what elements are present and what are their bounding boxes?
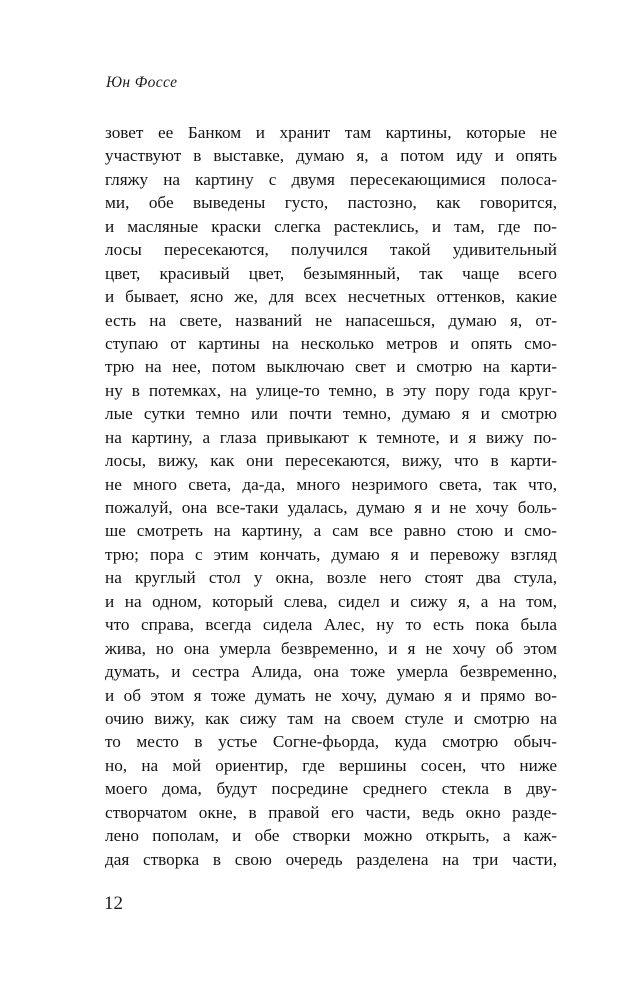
text-line: не много света, да-да, много незримого света, так что, [105,474,557,494]
author-header: Юн Фоссе [106,74,178,91]
text-line: ну в потемках, на улице-то темно, в эту пору года круг- [105,380,557,400]
text-line: и бывает, ясно же, для всех несчетных оттенков, какие [105,287,557,307]
text-line: створчатом окне, в правой его части, ведь окно разде- [105,802,557,822]
text-line: жива, но она умерла безвременно, и я не хочу об этом [105,638,557,658]
text-line: и на одном, который слева, сидел и сижу я, а на том, [105,591,557,611]
text-line: моего дома, будут посредине среднего стекла в дву- [105,779,557,799]
text-line: дая створка в свою очередь разделена на три части, [105,849,557,869]
text-line: ми, обе выведены густо, пастозно, как говорится, [105,193,557,213]
text-line: цвет, красивый цвет, безымянный, так чаще всего [105,263,557,283]
text-line: ступаю от картины на несколько метров и опять смо- [105,333,557,353]
text-line: трю на нее, потом выключаю свет и смотрю на карти- [105,357,557,377]
text-line: очию вижу, как сижу там на своем стуле и смотрю на [105,708,557,728]
text-line: и об этом я тоже думать не хочу, думаю я и прямо во- [105,685,557,705]
text-line: гляжу на картину с двумя пересекающимися полоса- [105,169,557,189]
text-line: и масляные краски слегка растеклись, и там, где по- [105,216,557,236]
text-line: участвуют в выставке, думаю я, а потом иду и опять [105,146,557,166]
text-line: ше смотреть на картину, а сам все равно стою и смо- [105,521,557,541]
text-line: лые сутки темно или почти темно, думаю я и смотрю [105,404,557,424]
text-line: трю; пора с этим кончать, думаю я и перевожу взгляд [105,544,557,564]
text-line: зовет ее Банком и хранит там картины, которые не [105,123,557,142]
text-line: но, на мой ориентир, где вершины сосен, что ниже [105,755,557,775]
page-number: 12 [104,893,123,914]
text-line: на круглый стол у окна, возле него стоят два стула, [105,568,557,588]
text-line: то место в устье Согне-фьорда, куда смотрю обыч- [105,732,557,752]
text-line: есть на свете, названий не напасешься, думаю я, от- [105,310,557,330]
text-line: лосы, вижу, как они пересекаются, вижу, что в карти- [105,451,557,471]
body-text [105,121,557,871]
text-line: лосы пересекаются, получился такой удивительный [105,240,557,260]
text-line: пожалуй, она все-таки удалась, думаю я и не хочу боль- [105,498,557,517]
text-line: думать, и сестра Алида, она тоже умерла безвременно, [105,662,557,682]
text-line: что справа, всегда сидела Алес, ну то есть пока была [105,615,557,635]
text-line: на картину, а глаза привыкают к темноте, и я вижу по- [105,427,557,447]
text-line: лено пополам, и обе створки можно открыть, а каж- [105,826,557,846]
